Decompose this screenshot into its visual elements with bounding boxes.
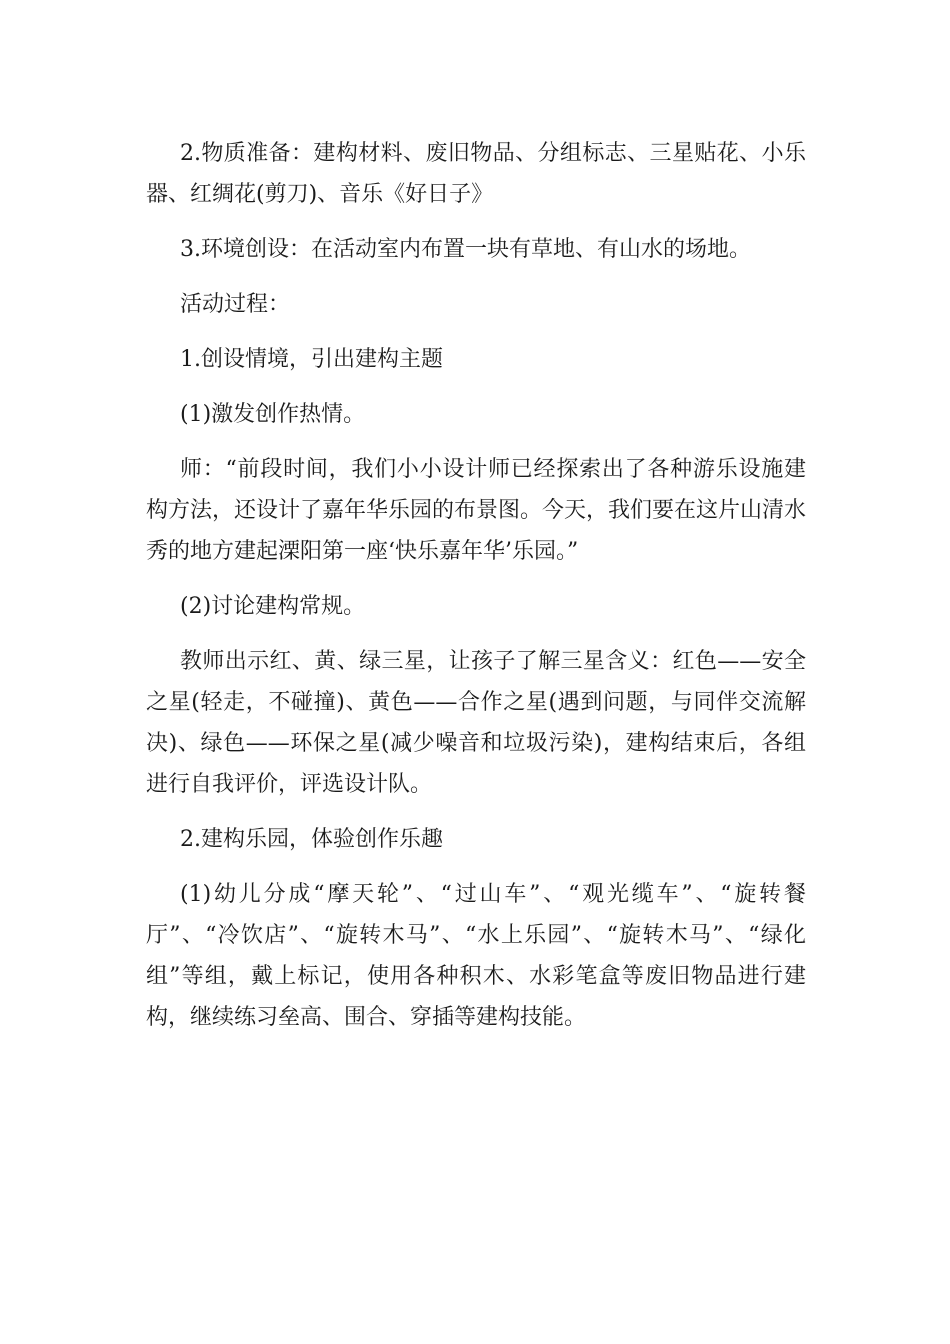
- paragraph-step-1-1: (1)激发创作热情。: [180, 402, 366, 427]
- paragraph-step-1-2: (2)讨论建构常规。: [180, 594, 366, 619]
- document-body: [146, 133, 806, 1052]
- paragraph-step-2-heading: 2.建构乐园，体验创作乐趣: [180, 827, 443, 852]
- paragraph-environment-setup: 3.环境创设：在活动室内布置一块有草地、有山水的场地。: [180, 237, 751, 262]
- paragraph-teacher-speech: 师：“前段时间，我们小小设计师已经探索出了各种游乐设施建构方法，还设计了嘉年华乐园的布景图。今天，我们要在这片山清水秀的地方建起溧阳第一座‘快乐嘉年华’乐园。”: [146, 457, 807, 564]
- paragraph-material-preparation: 2.物质准备：建构材料、废旧物品、分组标志、三星贴花、小乐器、红绸花(剪刀)、音乐《好日子》: [146, 141, 806, 207]
- paragraph-step-1-heading: 1.创设情境，引出建构主题: [180, 347, 443, 372]
- paragraph-three-stars: 教师出示红、黄、绿三星，让孩子了解三星含义：红色——安全之星(轻走，不碰撞)、黄色——合作之星(遇到问题，与同伴交流解决)、绿色——环保之星(减少噪音和垃圾污染)，建构结束后，各组进行自我评价，评选设计队。: [146, 649, 806, 797]
- paragraph-activity-process-heading: 活动过程：: [180, 292, 291, 317]
- paragraph-step-2-1: (1)幼儿分成“摩天轮”、“过山车”、“观光缆车”、“旋转餐厅”、“冷饮店”、“旋转木马”、“水上乐园”、“旋转木马”、“绿化组”等组，戴上标记，使用各种积木、水彩笔盒等废旧物品进行建构，继续练习垒高、围合、穿插等建构技能。: [146, 882, 806, 1030]
